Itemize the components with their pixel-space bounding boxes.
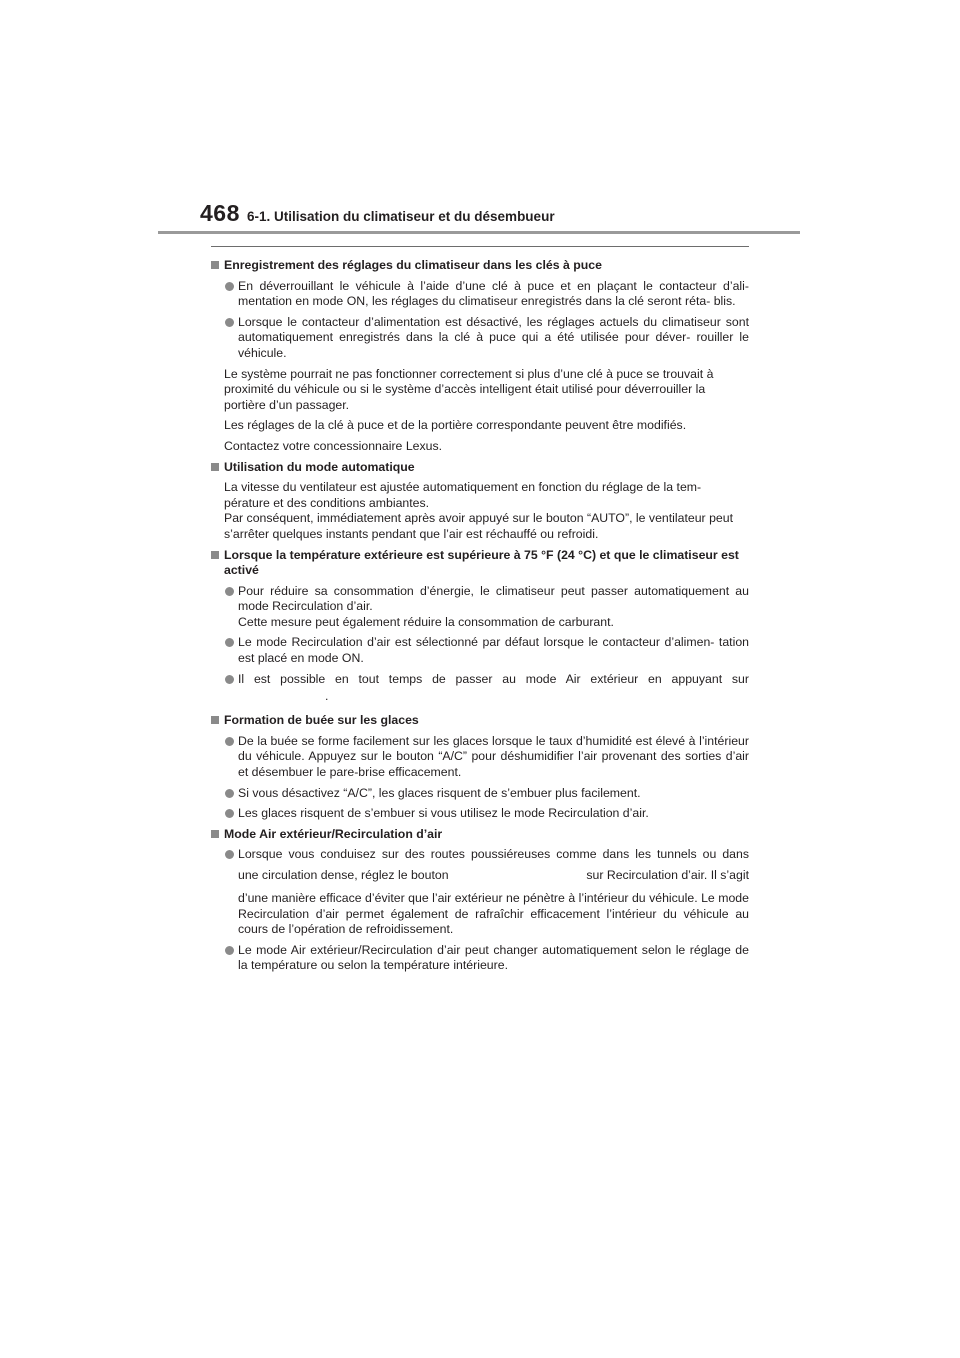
round-bullet-icon — [225, 946, 234, 955]
square-bullet-icon — [211, 261, 219, 269]
square-bullet-icon — [211, 551, 219, 559]
round-bullet-icon — [225, 809, 234, 818]
square-bullet-icon — [211, 716, 219, 724]
button-icon-line: une circulation dense, réglez le bouton sur Recirculation d’air. Il s’agit — [238, 868, 749, 882]
round-bullet-icon — [225, 282, 234, 291]
page-content — [211, 258, 749, 979]
page-number: 468 — [200, 200, 240, 226]
bullet-item: Si vous désactivez “A/C”, les glaces risquent de s’embuer plus facilement. — [211, 786, 749, 802]
chapter-title: 6-1. Utilisation du climatiseur et du désembueur — [247, 209, 555, 224]
paragraph: La vitesse du ventilateur est ajustée automatiquement en fonction du réglage de la tem- pérature et des conditions ambiantes. — [224, 480, 702, 510]
section-rule — [211, 246, 749, 247]
bullet-item: Lorsque le contacteur d’alimentation est désactivé, les réglages actuels du climatiseur sont automatiquement enregistrés dans la clé à puce qui a été utilisée pour déver- rouiller le véhicule. — [211, 315, 749, 362]
bullet-item: Les glaces risquent de s’embuer si vous utilisez le mode Recirculation d’air. — [211, 806, 749, 822]
bullet-item-continuation: d’une manière efficace d’éviter que l’air extérieur ne pénètre à l’intérieur du véhicule. Le mode Recirculation d’air permet également de rafraîchir efficacement l’intérieur du véhicule au cours de l’opération de refroidissement. — [238, 891, 749, 937]
square-bullet-icon — [211, 463, 219, 471]
paragraph: Par conséquent, immédiatement après avoir appuyé sur le bouton “AUTO”, le ventilateur peut s’arrêter quelques instants pendant que l’air est réchauffé ou refroidi. — [224, 511, 733, 541]
bullet-item: De la buée se forme facilement sur les glaces lorsque le taux d’humidité est élevé à l’intérieur du véhicule. Appuyez sur le bouton “A/C” pour déshumidifier l’air provenant des sorties d’air et désembuer le pare-brise efficacement. — [211, 734, 749, 781]
section-heading: Mode Air extérieur/Recirculation d’air — [211, 827, 749, 843]
bullet-item: Il est possible en tout temps de passer au mode Air extérieur en appuyant sur — [211, 672, 749, 688]
paragraph: Les réglages de la clé à puce et de la portière correspondante peuvent être modifiés. — [224, 418, 687, 433]
section-heading: Enregistrement des réglages du climatiseur dans les clés à puce — [211, 258, 749, 274]
round-bullet-icon — [225, 675, 234, 684]
bullet-item: Le mode Recirculation d’air est sélectionné par défaut lorsque le contacteur d’alimen- tation est placé en mode ON. — [211, 635, 749, 666]
section-heading: Lorsque la température extérieure est supérieure à 75 °F (24 °C) et que le climatiseur est activé — [211, 548, 749, 579]
round-bullet-icon — [225, 850, 234, 859]
round-bullet-icon — [225, 318, 234, 327]
bullet-item: Lorsque vous conduisez sur des routes poussiéreuses comme dans les tunnels ou dans — [211, 847, 749, 863]
header-rule — [158, 231, 800, 234]
button-icon-placeholder: . — [325, 689, 329, 704]
section-heading: Utilisation du mode automatique — [211, 460, 749, 476]
paragraph: Le système pourrait ne pas fonctionner correctement si plus d’une clé à puce se trouvait à proximité du véhicule ou si le système d’accès intelligent était utilisé pour déverrouiller la portière d’un passager. — [224, 366, 714, 412]
round-bullet-icon — [225, 638, 234, 647]
bullet-item: Pour réduire sa consommation d’énergie, le climatiseur peut passer automatiquement au mode Recirculation d’air. Cette mesure peut également réduire la consommation de carburant. — [211, 584, 749, 631]
section-heading: Formation de buée sur les glaces — [211, 713, 749, 729]
square-bullet-icon — [211, 830, 219, 838]
round-bullet-icon — [225, 789, 234, 798]
paragraph: Contactez votre concessionnaire Lexus. — [224, 438, 443, 453]
round-bullet-icon — [225, 737, 234, 746]
bullet-item: En déverrouillant le véhicule à l’aide d’une clé à puce et en plaçant le contacteur d’ali- mentation en mode ON, les réglages du climatiseur enregistrés dans la clé seront réta- blis. — [211, 279, 749, 310]
round-bullet-icon — [225, 587, 234, 596]
bullet-item: Le mode Air extérieur/Recirculation d’air peut changer automatiquement selon le réglage de la température ou selon la température intérieure. — [211, 943, 749, 974]
